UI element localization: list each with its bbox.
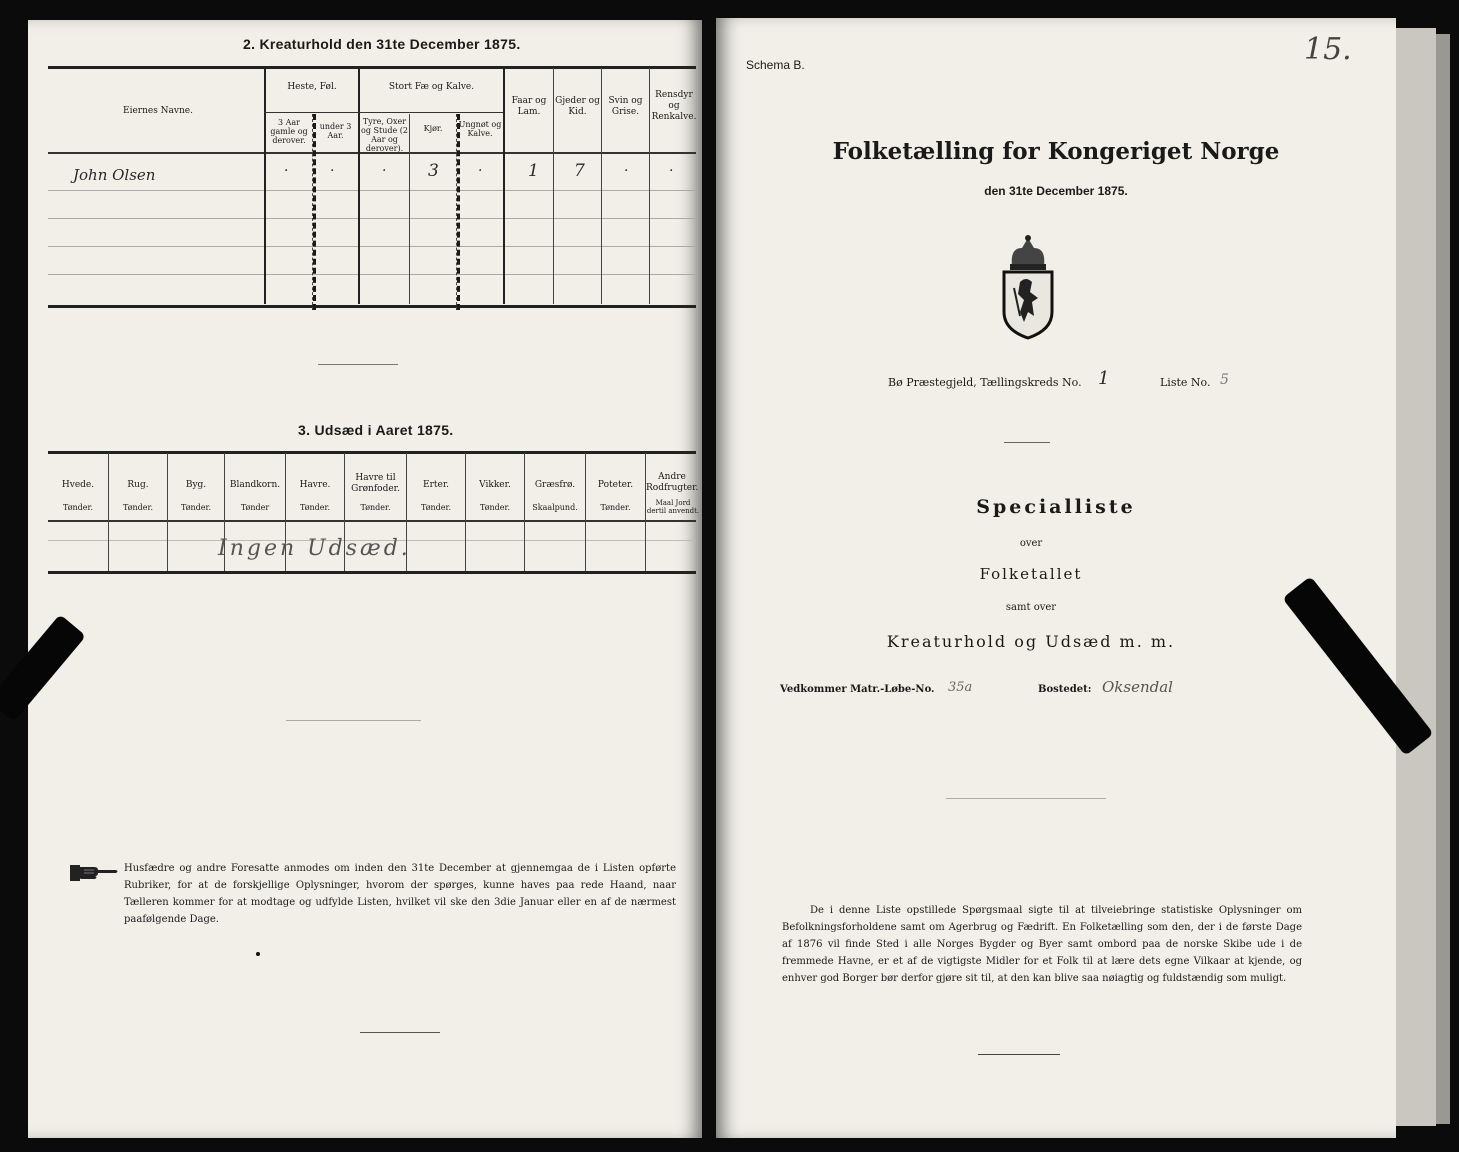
col-goats-header: Gjeder og Kid.: [555, 96, 600, 117]
ingen-udsaed-handwriting: Ingen Udsæd.: [218, 536, 411, 561]
col-pigs-header: Svin og Grise.: [608, 96, 643, 117]
notice-text: Husfædre og andre Foresatte anmodes om inden den 31te December at gjennemgaa de i Listen opførte Rubriker, for at de forskjellige Oplysninger, hvorom der spørges, kunne haves paa rede Haand, naar Tælleren kommer for at modtage og udfylde Listen, hvilket vil ske den 3die Januar eller en af de nærmest paafølgende Dage.: [124, 863, 676, 925]
explanation-paragraph: De i denne Liste opstillede Spørgsmaal sigte til at tilveiebringe statistiske Oplysninger om Befolkningsforholdene samt om Agerbrug og Fædrift. En Folketælling som den, der i de første Dage af 1876 vil finde Sted i alle Norges Bygder og Byer samt ombord paa de norske Skibe ude i de fremmede Havne, er et af de vigtigste Midler for et Folk til at lære dets egne Vilkaar at kjende, og enhver god Borger bør derfor gjøre sit til, at den kan blive saa nøiagtig og fuldstændig som muligt.: [782, 905, 1302, 984]
table2-top-rule: [48, 66, 696, 69]
norwegian-coat-of-arms-icon: [998, 232, 1058, 340]
parish-label: Bø Præstegjeld, Tællingskreds No.: [888, 376, 1082, 389]
matr-value: 35a: [948, 680, 973, 695]
owner-name: John Olsen: [73, 166, 156, 184]
col-owner-header: Eiernes Navne.: [123, 106, 193, 116]
list-number: 5: [1220, 372, 1229, 388]
bosted-value: Oksendal: [1102, 678, 1173, 696]
page-number: 15.: [1304, 32, 1352, 67]
parish-number: 1: [1098, 368, 1110, 389]
section2-title: 2. Kreaturhold den 31te December 1875.: [243, 36, 521, 52]
list-label: Liste No.: [1160, 376, 1211, 389]
main-title: Folketælling for Kongeriget Norge: [832, 138, 1280, 165]
page-edge: [1396, 28, 1436, 1126]
table2-bottom-rule: [48, 305, 696, 308]
kreaturhold-heading: Kreaturhold og Udsæd m. m.: [886, 632, 1176, 651]
special-title: Specialliste: [976, 496, 1136, 518]
matr-label: Vedkommer Matr.-Løbe-No.: [780, 684, 935, 695]
left-page: 2. Kreaturhold den 31te December 1875. Eiernes Navne. Heste, Føl. 3 Aar gamle og derover. under 3 Aar. Stort Fæ og Kalve. Tyre, Oxer og Stude (2 Aar og derover). Kjør. Ungnøt og Kalve. Faar og Lam. Gjeder og Kid. Svin og Grise. Rensdyr og Renkalve. John Olsen · · · 3 · 1 7 · · 3. Udsæd i Aaret 1875. Hvede. Rug. Byg. Blandkorn. Havre. Havre til Grønfoder. Erter. Vikker. Græsfrø. Poteter. Andre Rodfrugter. Tønder. Tønder. Tønder. Tønder Tønder. Tønder. Tønder. Tønder. Skaalpund. Tønder. Maal Jord dertil anvendt. Ingen Udsæd. Husfædre og andre Foresatte anmodes om inden den 31te December at gjennemgaa de i Listen opførte Rubriker, for at de forskjellige Oplysninger, hvorom der spørges, kunne haves paa rede Haand, naar Tælleren kommer for at modtage og udfylde Listen, hvilket vil ske den 3die Januar eller en af de nærmest paafølgende Dage.: [28, 20, 702, 1138]
bosted-label: Bostedet:: [1038, 684, 1092, 695]
date-line: den 31te December 1875.: [984, 184, 1128, 198]
right-page: 15. Schema B. Folketælling for Kongeriget Norge den 31te December 1875. Bø Præstegjeld, Tællingskreds No. 1 Liste No. 5 Specialliste over Folketallet samt over Kreaturhold og Udsæd m. m. Vedkommer Matr.-Løbe-No. 35a Bostedet: Oksendal De i denne Liste opstillede Spørgsmaal sigte til at tilveiebringe statistiske Oplysninger om Befolkningsforholdene samt om Agerbrug og Fædrift. En Folketælling som den, der i de første Dage af 1876 vil finde Sted i alle Norges Bygder og Byer samt ombord paa de norske Skibe ude i de fremmede Havne, er et af de vigtigste Midler for et Folk til at lære dets egne Vilkaar at kjende, og enhver god Borger bør derfor gjøre sit til, at den kan blive saa nøiagtig og fuldstændig som muligt.: [716, 18, 1396, 1138]
section3-title: 3. Udsæd i Aaret 1875.: [298, 422, 454, 438]
pointing-hand-icon: [68, 862, 120, 884]
page-edge-shadow: [1436, 34, 1450, 1124]
col-sheep-header: Faar og Lam.: [511, 96, 547, 117]
schema-label: Schema B.: [746, 58, 805, 72]
col-reindeer-header: Rensdyr og Renkalve.: [651, 90, 697, 122]
col-cattle-header: Stort Fæ og Kalve.: [388, 82, 475, 92]
col-horses-header: Heste, Føl.: [287, 82, 337, 92]
folketallet-heading: Folketallet: [979, 565, 1083, 583]
